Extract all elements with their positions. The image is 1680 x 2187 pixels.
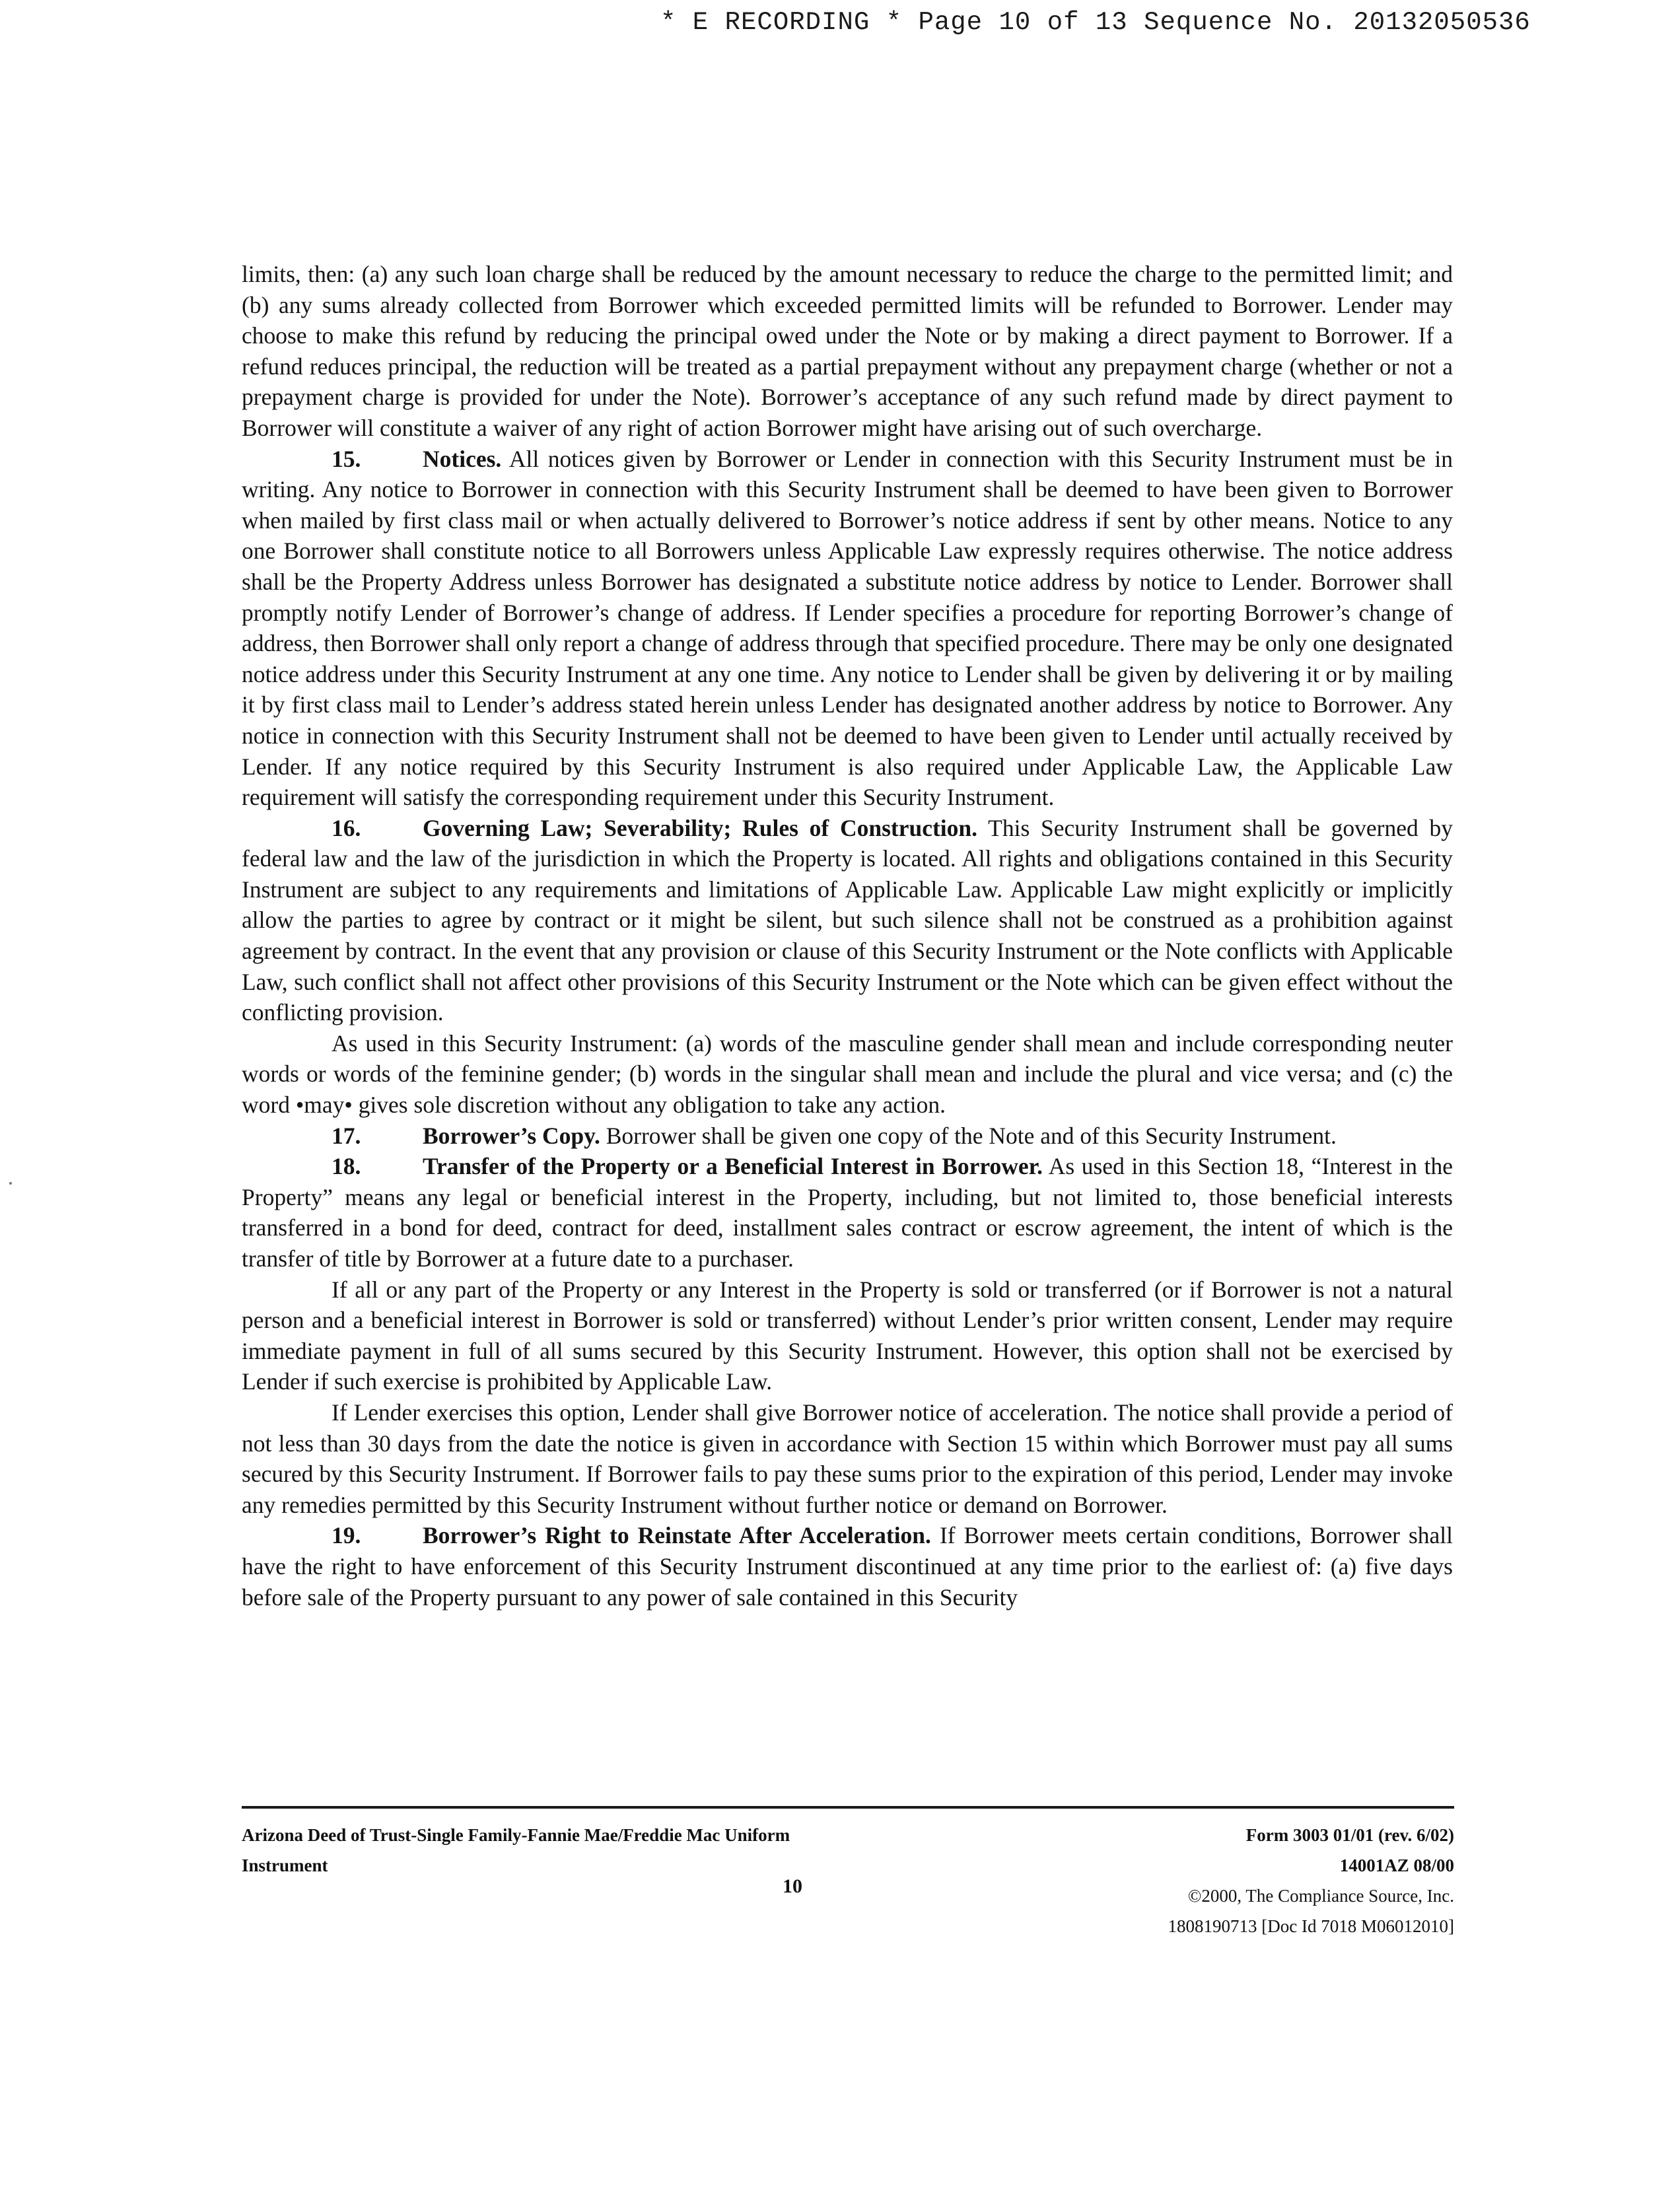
footer-form-info <box>964 1820 1454 1941</box>
section-number: 16. <box>332 814 361 841</box>
scan-speck <box>9 1182 12 1185</box>
section-text: This Security Instrument shall be governed by federal law and the law of the jurisdiction in which the Property is located. All rights and obligations contained in this Security Instrument are subject to any requirements and limitations of Applicable Law. Applicable Law might explicitly or implicitly allow the parties to agree by contract or it might be silent, but such silence shall not be construed as a prohibition against agreement by contract. In the event that any provision or clause of this Security Instrument or the Note conflicts with Applicable Law, such conflict shall not affect other provisions of this Security Instrument or the Note which can be given effect without the conflicting provision. <box>242 814 1453 1026</box>
form-number: Form 3003 01/01 (rev. 6/02) <box>1245 1825 1454 1845</box>
section-text: All notices given by Borrower or Lender in connection with this Security Instrument must be in writing. Any notice to Borrower in connection with this Security Instrument shall be deemed to have been given to Borrower when mailed by first class mail or when actually delivered to Borrower’s notice address if sent by other means. Notice to any one Borrower shall constitute notice to all Borrowers unless Applicable Law expressly requires otherwise. The notice address shall be the Property Address unless Borrower has designated a substitute notice address by notice to Lender. Borrower shall promptly notify Lender of Borrower’s change of address. If Lender specifies a procedure for reporting Borrower’s change of address, then Borrower shall only report a change of address through that specified procedure. There may be only one designated notice address under this Security Instrument at any one time. Any notice to Lender shall be given by delivering it or by mailing it by first class mail to Lender’s address stated herein unless Lender has designated another address by notice to Borrower. Any notice in connection with this Security Instrument shall not be deemed to have been given to Lender until actually received by Lender. If any notice required by this Security Instrument is also required under Applicable Law, the Applicable Law requirement will satisfy the corresponding requirement under this Security Instrument. <box>242 445 1453 811</box>
section-text: Borrower shall be given one copy of the Note and of this Security Instrument. <box>600 1122 1337 1149</box>
footer-title-line-1: Arizona Deed of Trust-Single Family-Fannie Mae/Freddie Mac Uniform <box>242 1825 790 1845</box>
section-18 <box>242 1151 1453 1274</box>
section-title: Notices. <box>423 445 502 472</box>
copyright-notice: ©2000, The Compliance Source, Inc. <box>1187 1886 1454 1906</box>
section-text: As used in this Section 18, “Interest in the Property” means any legal or beneficial interest in the Property, including, but not limited to, those beneficial interests transferred in a bond for deed, contract for deed, installment sales contract or escrow agreement, the intent of which is the transfer of title by Borrower at a future date to a purchaser. <box>242 1153 1453 1272</box>
recording-header: * E RECORDING * Page 10 of 13 Sequence No. 20132050536 <box>660 8 1531 37</box>
section-17 <box>242 1121 1453 1152</box>
section-18-continued-2: If Lender exercises this option, Lender shall give Borrower notice of acceleration. The notice shall provide a period of not less than 30 days from the date the notice is given in accordance with Section 15 within which Borrower must pay all sums secured by this Security Instrument. If Borrower fails to pay these sums prior to the expiration of this period, Lender may invoke any remedies permitted by this Security Instrument without further notice or demand on Borrower. <box>242 1399 1453 1518</box>
section-18-continued: If all or any part of the Property or any Interest in the Property is sold or transferred (or if Borrower is not a natural person and a beneficial interest in Borrower is sold or transferred) without Lender’s prior written consent, Lender may require immediate payment in full of all sums secured by this Security Instrument. However, this option shall not be exercised by Lender if such exercise is prohibited by Applicable Law. <box>242 1276 1453 1395</box>
form-code: 14001AZ 08/00 <box>1339 1856 1454 1875</box>
section-15 <box>242 444 1453 813</box>
document-body <box>242 259 1453 1613</box>
section-16 <box>242 813 1453 1028</box>
section-number: 19. <box>332 1522 361 1549</box>
footer-title-line-2: Instrument <box>242 1856 328 1875</box>
section-19 <box>242 1520 1453 1613</box>
footer-divider <box>242 1806 1454 1809</box>
document-id: 1808190713 [Doc Id 7018 M06012010] <box>1168 1916 1454 1936</box>
section-title: Borrower’s Copy. <box>423 1122 600 1149</box>
section-title: Governing Law; Severability; Rules of Construction. <box>423 814 978 841</box>
section-title: Transfer of the Property or a Beneficial Interest in Borrower. <box>423 1153 1043 1180</box>
footer-form-title <box>242 1820 968 1881</box>
section-number: 18. <box>332 1153 361 1180</box>
section-16-continued: As used in this Security Instrument: (a) words of the masculine gender shall mean and include corresponding neuter words or words of the feminine gender; (b) words in the singular shall mean and include the plural and vice versa; and (c) the word •may• gives sole discretion without any obligation to take any action. <box>242 1029 1453 1119</box>
page-number: 10 <box>783 1875 802 1897</box>
section-number: 15. <box>332 445 361 472</box>
paragraph-continuation: limits, then: (a) any such loan charge shall be reduced by the amount necessary to reduce the charge to the permitted limit; and (b) any sums already collected from Borrower which exceeded permitted limits will be refunded to Borrower. Lender may choose to make this refund by reducing the principal owed under the Note or by making a direct payment to Borrower. If a refund reduces principal, the reduction will be treated as a partial prepayment without any prepayment charge (whether or not a prepayment charge is provided for under the Note). Borrower’s acceptance of any such refund made by direct payment to Borrower will constitute a waiver of any right of action Borrower might have arising out of such overcharge. <box>242 261 1453 441</box>
section-text: If Borrower meets certain conditions, Borrower shall have the right to have enforcement of this Security Instrument discontinued at any time prior to the earliest of: (a) five days before sale of the Property pursuant to any power of sale contained in this Security <box>242 1522 1453 1611</box>
section-number: 17. <box>332 1122 361 1149</box>
section-title: Borrower’s Right to Reinstate After Acceleration. <box>423 1522 931 1549</box>
